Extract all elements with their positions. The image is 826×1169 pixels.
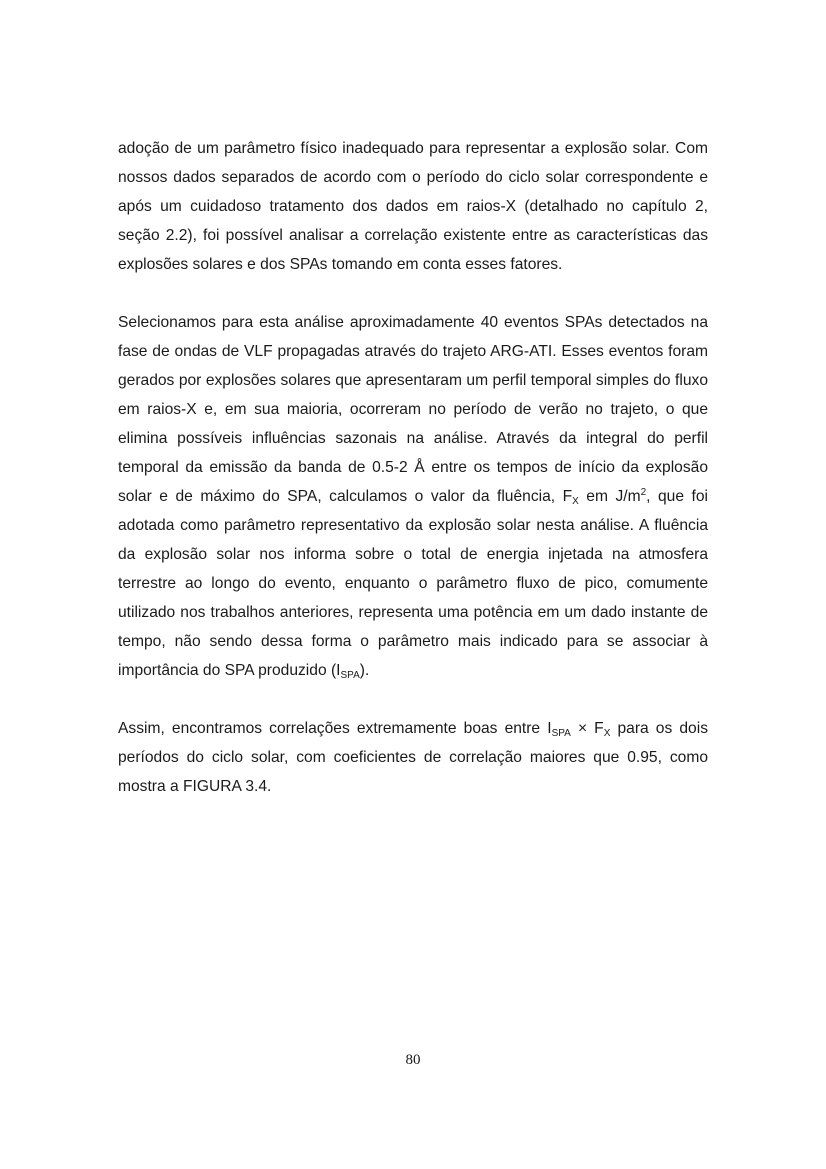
- paragraph-text: , que foi adotada como parâmetro representativo da explosão solar nesta análise. A fluência da explosão solar nos informa sobre o total de energia injetada na atmosfera terrestre ao longo do evento, enquanto o parâmetro fluxo de pico, comumente utilizado nos trabalhos anteriores, representa uma potência em um dado instante de tempo, não sendo dessa forma o parâmetro mais indicado para se associar à importância do SPA produzido (I: [118, 488, 708, 679]
- paragraph-text: adoção de um parâmetro físico inadequado para representar a explosão solar. Com nossos dados separados de acordo com o período do ciclo solar correspondente e após um cuidadoso tratamento dos dados em raios-X (detalhado no capítulo 2, seção 2.2), foi possível analisar a correlação existente entre as características das explosões solares e dos SPAs tomando em conta esses fatores.: [118, 140, 708, 273]
- paragraph-3: [118, 714, 708, 801]
- document-body: [118, 134, 708, 801]
- subscript-x: X: [603, 728, 611, 739]
- paragraph-2: [118, 308, 708, 685]
- paragraph-text: ).: [359, 662, 370, 679]
- paragraph-text: para os dois períodos do ciclo solar, com coeficientes de correlação maiores que 0.95, como mostra a FIGURA 3.4.: [118, 720, 708, 795]
- paragraph-text: Assim, encontramos correlações extremamente boas entre I: [118, 720, 552, 737]
- superscript-2: 2: [640, 487, 647, 498]
- paragraph-text: × F: [570, 720, 604, 737]
- paragraph-text: em J/m: [578, 488, 641, 505]
- subscript-spa: SPA: [551, 728, 571, 739]
- subscript-spa: SPA: [340, 670, 360, 681]
- paragraph-text: Selecionamos para esta análise aproximadamente 40 eventos SPAs detectados na fase de ondas de VLF propagadas através do trajeto ARG-ATI. Esses eventos foram gerados por explosões solares que apresentaram um perfil temporal simples do fluxo em raios-X e, em sua maioria, ocorreram no período de verão no trajeto, o que elimina possíveis influências sazonais na análise. Através da integral do perfil temporal da emissão da banda de 0.5-2 Å entre os tempos de início da explosão solar e de máximo do SPA, calculamos o valor da fluência, F: [118, 314, 708, 505]
- paragraph-1: [118, 134, 708, 279]
- page-number: 80: [405, 1052, 421, 1068]
- subscript-x: X: [572, 496, 579, 507]
